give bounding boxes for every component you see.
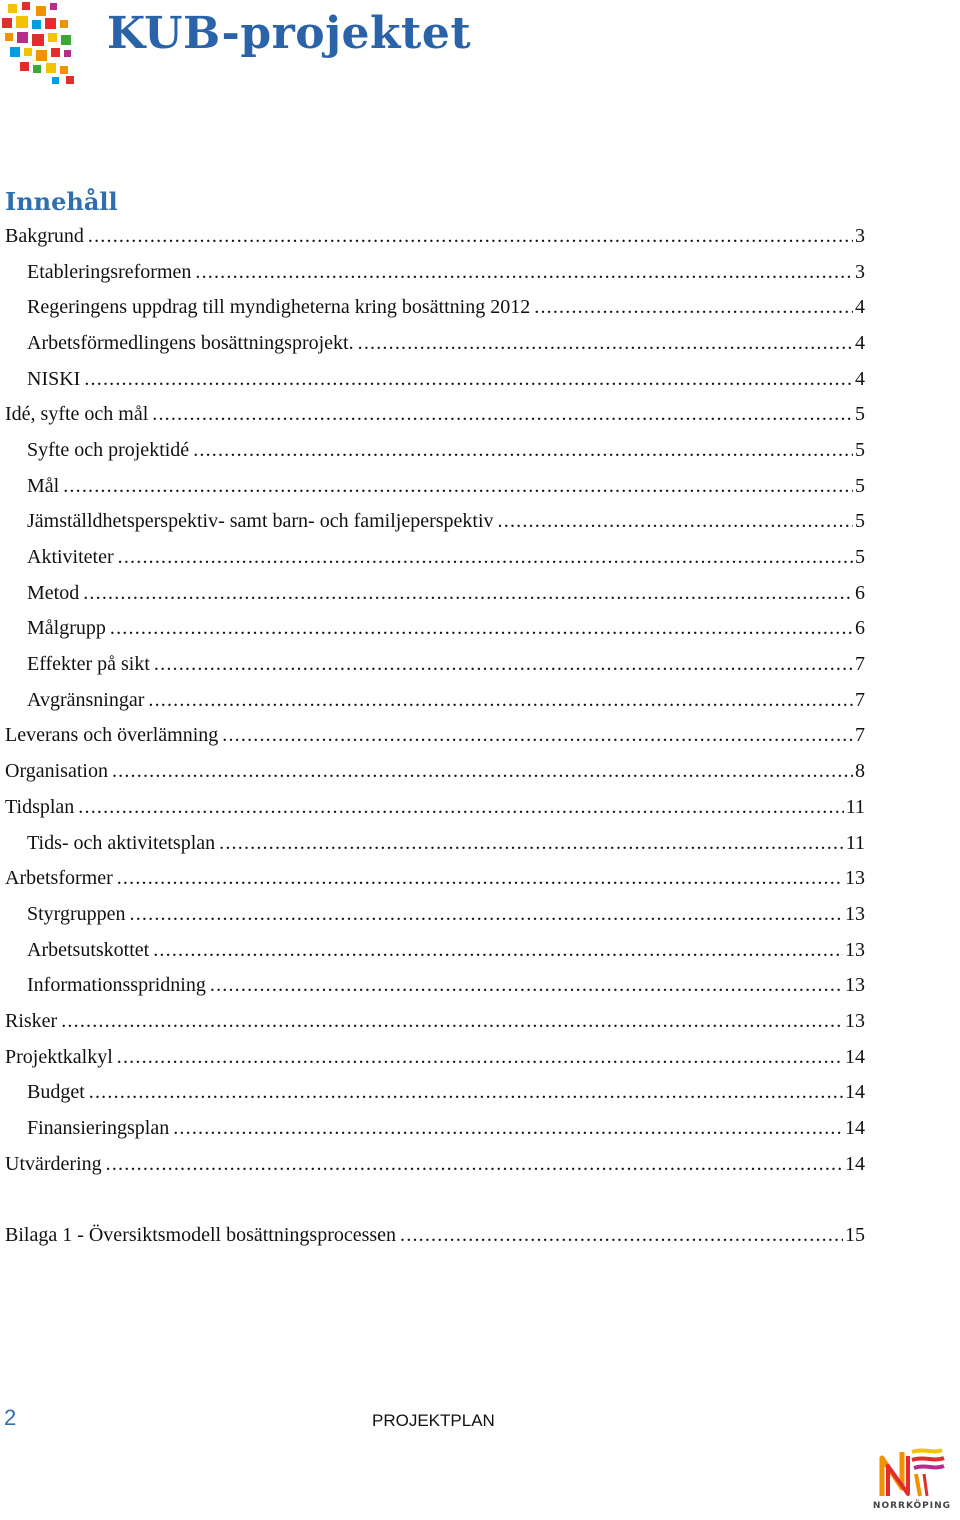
document-title: KUB-projektet [107, 8, 472, 59]
toc-dot-leader [210, 973, 843, 997]
footer-page-number: 2 [4, 1405, 17, 1430]
toc-entry[interactable] [0, 1146, 865, 1182]
toc-entry-label: Tidsplan [5, 795, 75, 818]
toc-entry-page: 5 [855, 474, 865, 497]
toc-entry[interactable] [0, 860, 865, 896]
toc-entry-page: 5 [855, 438, 865, 461]
toc-dot-leader [219, 831, 844, 855]
toc-entry[interactable] [0, 1039, 865, 1075]
toc-entry-label: Informationsspridning [27, 974, 206, 997]
toc-entry-label: Bilaga 1 - Översiktsmodell bosättningsprocessen [5, 1224, 397, 1247]
toc-dot-leader [89, 1080, 843, 1104]
toc-entry-page: 3 [855, 224, 865, 247]
toc-entry[interactable] [0, 967, 865, 1003]
toc-dot-leader [193, 438, 853, 462]
toc-entry-page: 13 [845, 938, 865, 961]
toc-entry-page: 13 [845, 974, 865, 997]
toc-entry-page: 11 [845, 795, 865, 818]
toc-dot-leader [148, 688, 853, 712]
toc-dot-leader [110, 616, 853, 640]
toc-dot-leader [498, 509, 853, 533]
toc-entry-label: Regeringens uppdrag till myndigheterna kring bosättning 2012 [27, 296, 531, 319]
toc-dot-leader [84, 367, 853, 391]
toc-entry-label: Organisation [5, 760, 108, 783]
toc-entry-label: Mål [27, 474, 60, 497]
table-of-contents [0, 218, 865, 1253]
toc-dot-leader [195, 260, 853, 284]
toc-entry-label: Bakgrund [5, 224, 84, 247]
toc-entry-page: 14 [845, 1152, 865, 1175]
toc-dot-leader [112, 759, 853, 783]
toc-entry-label: Avgränsningar [27, 688, 145, 711]
project-logo [0, 0, 92, 88]
toc-entry[interactable] [0, 718, 865, 754]
toc-dot-leader [63, 474, 853, 498]
toc-entry[interactable] [0, 932, 865, 968]
toc-dot-leader [117, 1045, 843, 1069]
toc-entry[interactable] [0, 218, 865, 254]
toc-dot-leader [152, 402, 853, 426]
toc-entry[interactable] [0, 504, 865, 540]
toc-entry-page: 5 [855, 510, 865, 533]
toc-entry[interactable] [0, 825, 865, 861]
toc-entry-label: Effekter på sikt [27, 653, 150, 676]
toc-entry[interactable] [0, 325, 865, 361]
toc-entry-label: Idé, syfte och mål [5, 403, 149, 426]
footer-label: PROJEKTPLAN [372, 1411, 495, 1430]
toc-dot-leader [358, 331, 853, 355]
toc-entry-page: 3 [855, 260, 865, 283]
toc-entry-page: 13 [845, 902, 865, 925]
toc-entry-label: Målgrupp [27, 617, 106, 640]
toc-entry-label: Aktiviteter [27, 546, 114, 569]
toc-entry[interactable] [0, 254, 865, 290]
toc-entry[interactable] [0, 432, 865, 468]
toc-dot-leader [534, 295, 853, 319]
toc-entry[interactable] [0, 682, 865, 718]
toc-dot-leader [173, 1116, 843, 1140]
toc-entry-page: 7 [855, 688, 865, 711]
toc-dot-leader [400, 1223, 843, 1247]
toc-entry-page: 8 [855, 760, 865, 783]
toc-entry-label: Utvärdering [5, 1152, 102, 1175]
toc-entry-label: NISKI [27, 367, 81, 390]
toc-entry-page: 13 [845, 1009, 865, 1032]
norrkoping-logo [872, 1444, 952, 1514]
footer-logo-text: NORRKÖPING [872, 1501, 952, 1511]
toc-entry[interactable] [0, 361, 865, 397]
toc-entry[interactable] [0, 1003, 865, 1039]
toc-entry-label: Tids- och aktivitetsplan [27, 831, 216, 854]
toc-entry[interactable] [0, 1217, 865, 1253]
toc-entry-page: 4 [855, 331, 865, 354]
toc-entry-page: 6 [855, 617, 865, 640]
toc-entry-label: Leverans och överlämning [5, 724, 219, 747]
toc-entry-label: Etableringsreformen [27, 260, 192, 283]
norrkoping-logo-mark [872, 1444, 952, 1502]
toc-entry[interactable] [0, 789, 865, 825]
toc-entry-label: Arbetsutskottet [27, 938, 150, 961]
toc-entry[interactable] [0, 539, 865, 575]
toc-entry-label: Finansieringsplan [27, 1117, 170, 1140]
toc-dot-leader [130, 902, 843, 926]
toc-entry-page: 14 [845, 1081, 865, 1104]
toc-entry[interactable] [0, 289, 865, 325]
toc-entry-label: Jämställdhetsperspektiv- samt barn- och familjeperspektiv [27, 510, 494, 533]
toc-entry-label: Metod [27, 581, 80, 604]
toc-dot-leader [118, 545, 853, 569]
toc-entry-page: 5 [855, 403, 865, 426]
toc-entry-label: Projektkalkyl [5, 1045, 113, 1068]
toc-entry[interactable] [0, 575, 865, 611]
toc-entry[interactable] [0, 611, 865, 647]
toc-entry-label: Styrgruppen [27, 902, 126, 925]
toc-entry-page: 7 [855, 724, 865, 747]
toc-entry-label: Arbetsformer [5, 867, 113, 890]
toc-dot-leader [88, 224, 853, 248]
toc-entry-page: 5 [855, 546, 865, 569]
toc-dot-leader [154, 652, 853, 676]
toc-dot-leader [83, 581, 853, 605]
toc-dot-leader [78, 795, 843, 819]
toc-entry-label: Arbetsförmedlingens bosättningsprojekt. [27, 331, 354, 354]
toc-entry[interactable] [0, 896, 865, 932]
toc-entry-page: 4 [855, 296, 865, 319]
toc-entry[interactable] [0, 396, 865, 432]
toc-heading: Innehåll [5, 187, 118, 216]
toc-entry-page: 4 [855, 367, 865, 390]
toc-entry-page: 7 [855, 653, 865, 676]
toc-dot-leader [117, 866, 843, 890]
toc-entry-page: 13 [845, 867, 865, 890]
toc-entry-page: 6 [855, 581, 865, 604]
toc-dot-leader [61, 1009, 843, 1033]
toc-entry-page: 15 [845, 1224, 865, 1247]
toc-entry[interactable] [0, 468, 865, 504]
toc-entry[interactable] [0, 1075, 865, 1111]
toc-entry-label: Syfte och projektidé [27, 438, 190, 461]
toc-dot-leader [106, 1152, 843, 1176]
toc-entry-label: Risker [5, 1009, 58, 1032]
toc-entry-page: 11 [845, 831, 865, 854]
toc-entry-page: 14 [845, 1045, 865, 1068]
toc-entry[interactable] [0, 753, 865, 789]
toc-entry-page: 14 [845, 1117, 865, 1140]
toc-dot-leader [153, 938, 843, 962]
toc-entry[interactable] [0, 646, 865, 682]
toc-entry[interactable] [0, 1110, 865, 1146]
toc-entry-label: Budget [27, 1081, 85, 1104]
toc-dot-leader [222, 723, 853, 747]
